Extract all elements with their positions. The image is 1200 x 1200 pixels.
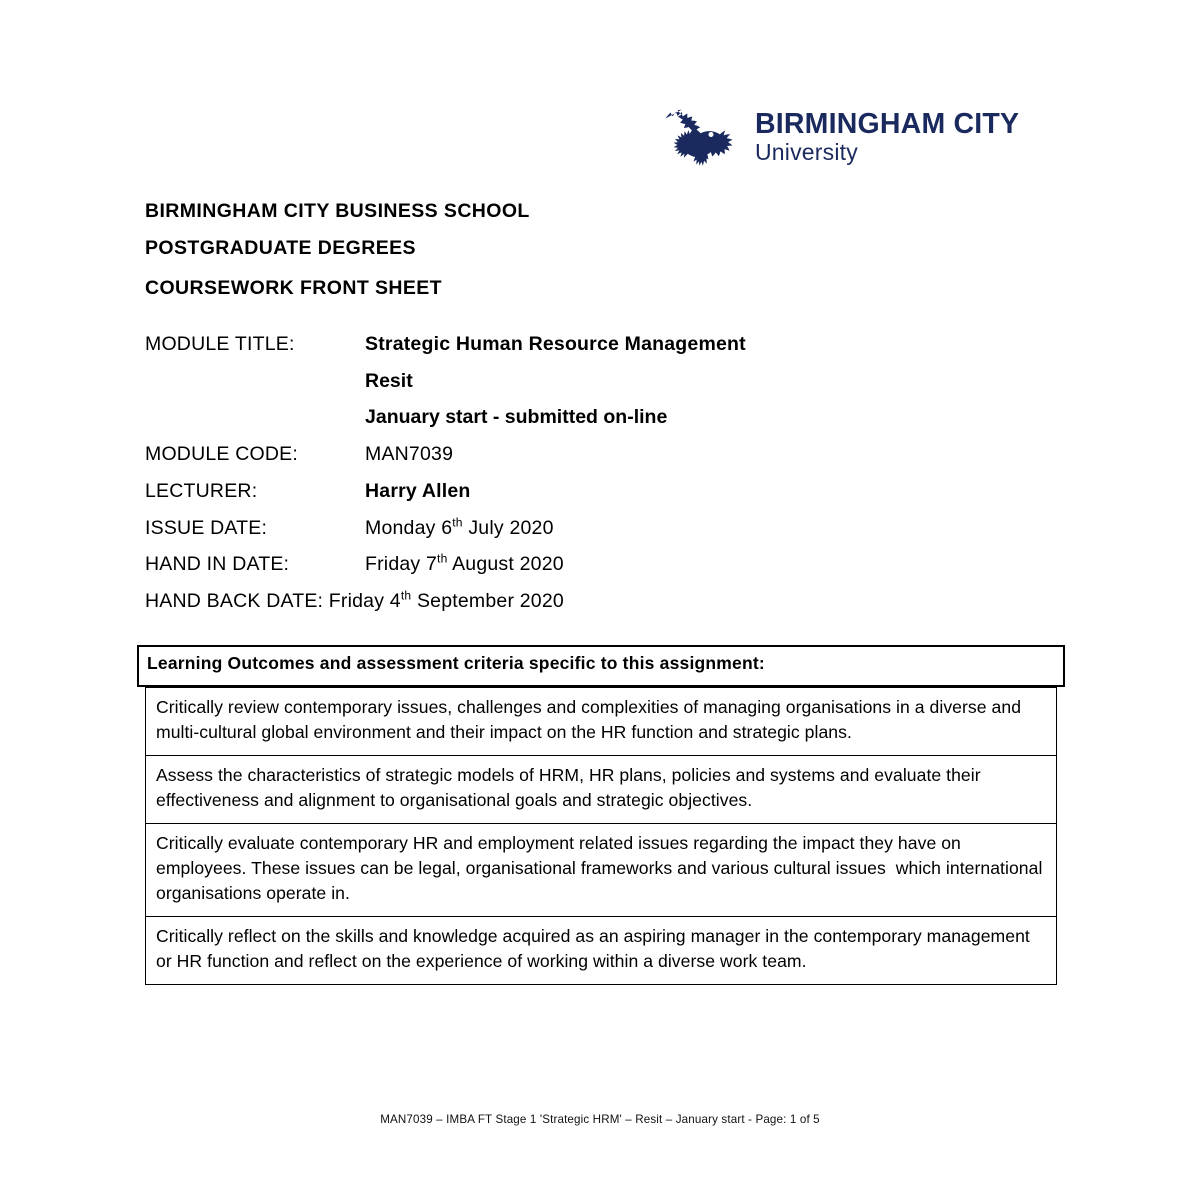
university-logo-wordmark	[755, 107, 1020, 166]
table-row	[146, 916, 1056, 984]
hand-in-date-ordinal: th	[437, 551, 448, 566]
learning-outcomes-header-box	[137, 645, 1065, 687]
learning-outcome-text: Critically evaluate contemporary HR and employment related issues regarding the impact they have on employees. These issues can be legal, organisational frameworks and various cultural issues which international organisations operate in.	[156, 832, 1048, 903]
issue-date-value-post: July 2020	[462, 517, 554, 539]
hand-in-date-value-pre: Friday 7	[365, 553, 438, 575]
learning-outcomes-header-text: Learning Outcomes and assessment criteria specific to this assignment:	[147, 653, 765, 673]
heading-business-school: BIRMINGHAM CITY BUSINESS SCHOOL	[145, 200, 530, 222]
hand-back-date-value-post: September 2020	[411, 590, 564, 612]
table-row	[146, 823, 1056, 916]
issue-date-label: ISSUE DATE:	[145, 517, 268, 539]
heading-postgraduate-degrees: POSTGRADUATE DEGREES	[145, 237, 416, 259]
module-code-label: MODULE CODE:	[145, 443, 299, 465]
field-module-title	[145, 333, 746, 356]
field-lecturer	[145, 480, 471, 503]
heading-coursework-front-sheet: COURSEWORK FRONT SHEET	[145, 277, 442, 299]
lecturer-label: LECTURER:	[145, 480, 258, 502]
table-row	[146, 687, 1056, 755]
module-title-value: Strategic Human Resource Management	[365, 333, 746, 355]
hand-back-date-ordinal: th	[400, 588, 412, 603]
module-title-value-line3: January start - submitted on-line	[365, 406, 668, 428]
page-footer: MAN7039 – IMBA FT Stage 1 'Strategic HRM' – Resit – January start - Page: 1 of 5	[380, 1113, 820, 1126]
hand-back-date-value	[323, 590, 564, 613]
learning-outcome-text: Assess the characteristics of strategic models of HRM, HR plans, policies and systems and evaluate their effectiveness and alignment to organisational goals and strategic objectives.	[156, 764, 986, 810]
hand-back-date-value-pre: Friday 4	[328, 590, 401, 612]
hand-back-date-label: HAND BACK DATE:	[145, 590, 324, 612]
module-code-value: MAN7039	[365, 443, 454, 465]
field-module-code	[145, 443, 453, 466]
issue-date-ordinal: th	[452, 515, 463, 530]
hand-in-date-value	[365, 553, 564, 576]
field-issue-date	[145, 517, 554, 540]
issue-date-value-pre: Monday 6	[365, 517, 453, 539]
field-hand-back-date	[145, 590, 564, 613]
logo-line-birmingham-city: BIRMINGHAM CITY	[755, 107, 1020, 140]
learning-outcome-text: Critically review contemporary issues, challenges and complexities of managing organisations in a diverse and multi-cultural global environment and their impact on the HR function and strategic plans.	[156, 697, 1026, 742]
field-hand-in-date	[145, 553, 564, 576]
hand-in-date-label: HAND IN DATE:	[145, 553, 290, 575]
table-row	[146, 755, 1056, 823]
logo-line-university: University	[755, 139, 858, 166]
learning-outcome-text: Critically reflect on the skills and knowledge acquired as an aspiring manager in the contemporary management or HR function and reflect on the experience of working within a diverse work team.	[156, 925, 1035, 971]
university-logo	[655, 106, 1019, 168]
bcu-lion-icon	[655, 106, 741, 168]
issue-date-value	[365, 517, 554, 540]
learning-outcomes-table	[145, 687, 1057, 985]
lecturer-value: Harry Allen	[365, 480, 471, 502]
hand-in-date-value-post: August 2020	[447, 553, 564, 575]
module-title-label: MODULE TITLE:	[145, 333, 295, 355]
module-title-value-line2: Resit	[365, 370, 413, 392]
